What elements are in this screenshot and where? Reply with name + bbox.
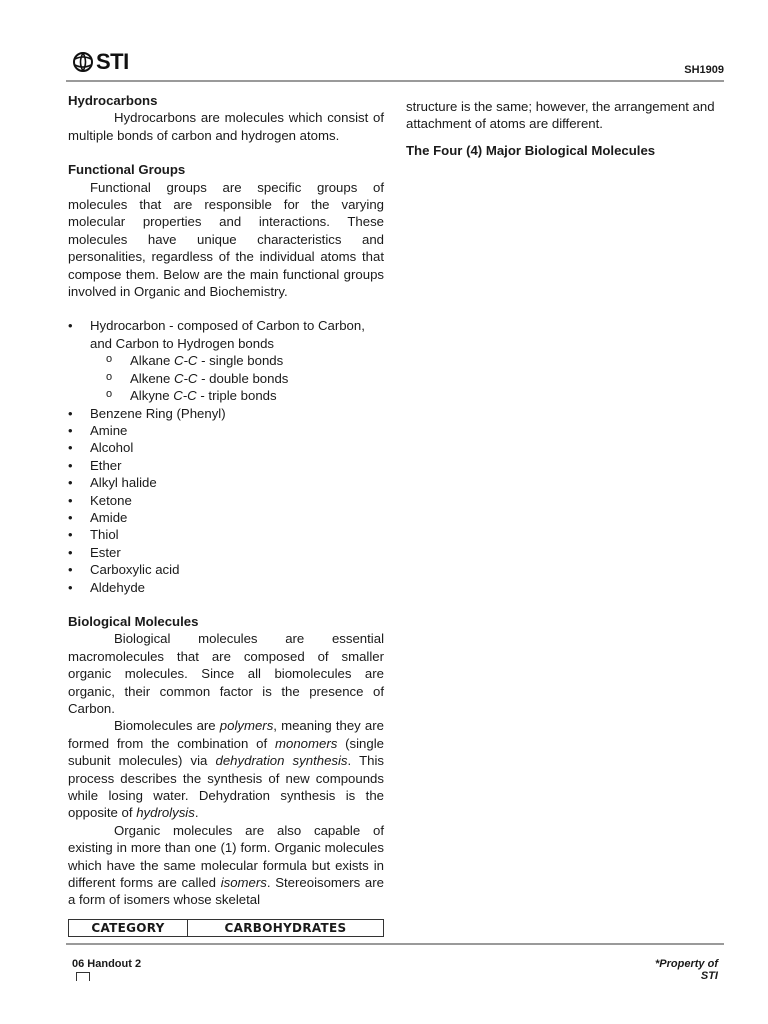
list-item: • Ether (68, 457, 384, 474)
logo-text: STI (96, 49, 129, 75)
list-item: • Benzene Ring (Phenyl) (68, 405, 384, 422)
list-item: • Alkyl halide (68, 474, 384, 491)
sub-list-item: o Alkane C-C - single bonds (106, 352, 384, 369)
biological-molecules-p3: Organic molecules are also capable of existing in more than one (1) form. Organic molecules which have the same molecular formula but exists in different forms are called isomers. Stereoisomers are a form of isomers whose skeletal (68, 822, 384, 908)
four-biological-molecules-heading: The Four (4) Major Biological Molecules (406, 142, 656, 158)
sti-globe-icon (72, 51, 94, 73)
left-column (68, 92, 384, 909)
hydrocarbons-heading: Hydrocarbons (68, 93, 158, 108)
list-item: • Amine (68, 422, 384, 439)
list-item: • Thiol (68, 526, 384, 543)
table-header-carbohydrates: CARBOHYDRATES (224, 921, 347, 935)
table-header-category: CATEGORY (69, 920, 188, 936)
list-item: • Ketone (68, 492, 384, 509)
biological-molecules-heading: Biological Molecules (68, 613, 199, 629)
property-label: *Property of (655, 958, 718, 970)
list-item: • Carboxylic acid (68, 561, 384, 578)
functional-groups-text: Functional groups are specific groups of molecules that are responsible for the varying molecular properties and interactions. These molecules have unique characteristics and personalities, regardless of the individual atoms that compose them. Below are the main functional groups involved in Organic and Biochemistry. (68, 179, 384, 300)
handout-label: 06 Handout 2 (72, 958, 142, 970)
hydrocarbon-item-label: Hydrocarbon - composed of Carbon to Carbon, and Carbon to Hydrogen bonds (90, 318, 365, 351)
sti-logo (72, 48, 129, 76)
right-column (406, 98, 722, 159)
list-item: • Ester (68, 544, 384, 561)
property-owner: STI (700, 970, 718, 982)
list-item (68, 317, 384, 404)
document-code: SH1909 (684, 64, 724, 76)
footer-divider (66, 943, 724, 945)
list-item: • Amide (68, 509, 384, 526)
hydrocarbons-text: Hydrocarbons are molecules which consist of multiple bonds of carbon and hydrogen atoms. (68, 110, 384, 143)
header-divider (66, 80, 724, 82)
sub-list-item: o Alkyne C-C - triple bonds (106, 387, 384, 404)
functional-groups-list (68, 317, 384, 596)
biological-molecules-p2: Biomolecules are polymers, meaning they are formed from the combination of monomers (single subunit molecules) via dehydration synthesis. This process describes the synthesis of new compounds while losing water. Dehydration synthesis is the opposite of hydrolysis. (68, 718, 384, 821)
hydrocarbon-sublist (90, 352, 384, 404)
biological-molecules-p1: Biological molecules are essential macromolecules that are composed of smaller organic molecules. Since all biomolecules are organic, their common factor is the presence of Carbon. (68, 631, 384, 716)
sub-list-item: o Alkene C-C - double bonds (106, 370, 384, 387)
molecules-table-header (68, 919, 384, 937)
stereoisomer-continuation: structure is the same; however, the arrangement and attachment of atoms are different. (406, 99, 715, 132)
list-item: • Aldehyde (68, 579, 384, 596)
list-item: • Alcohol (68, 439, 384, 456)
functional-groups-heading: Functional Groups (68, 162, 186, 178)
footer-mark (76, 972, 90, 981)
